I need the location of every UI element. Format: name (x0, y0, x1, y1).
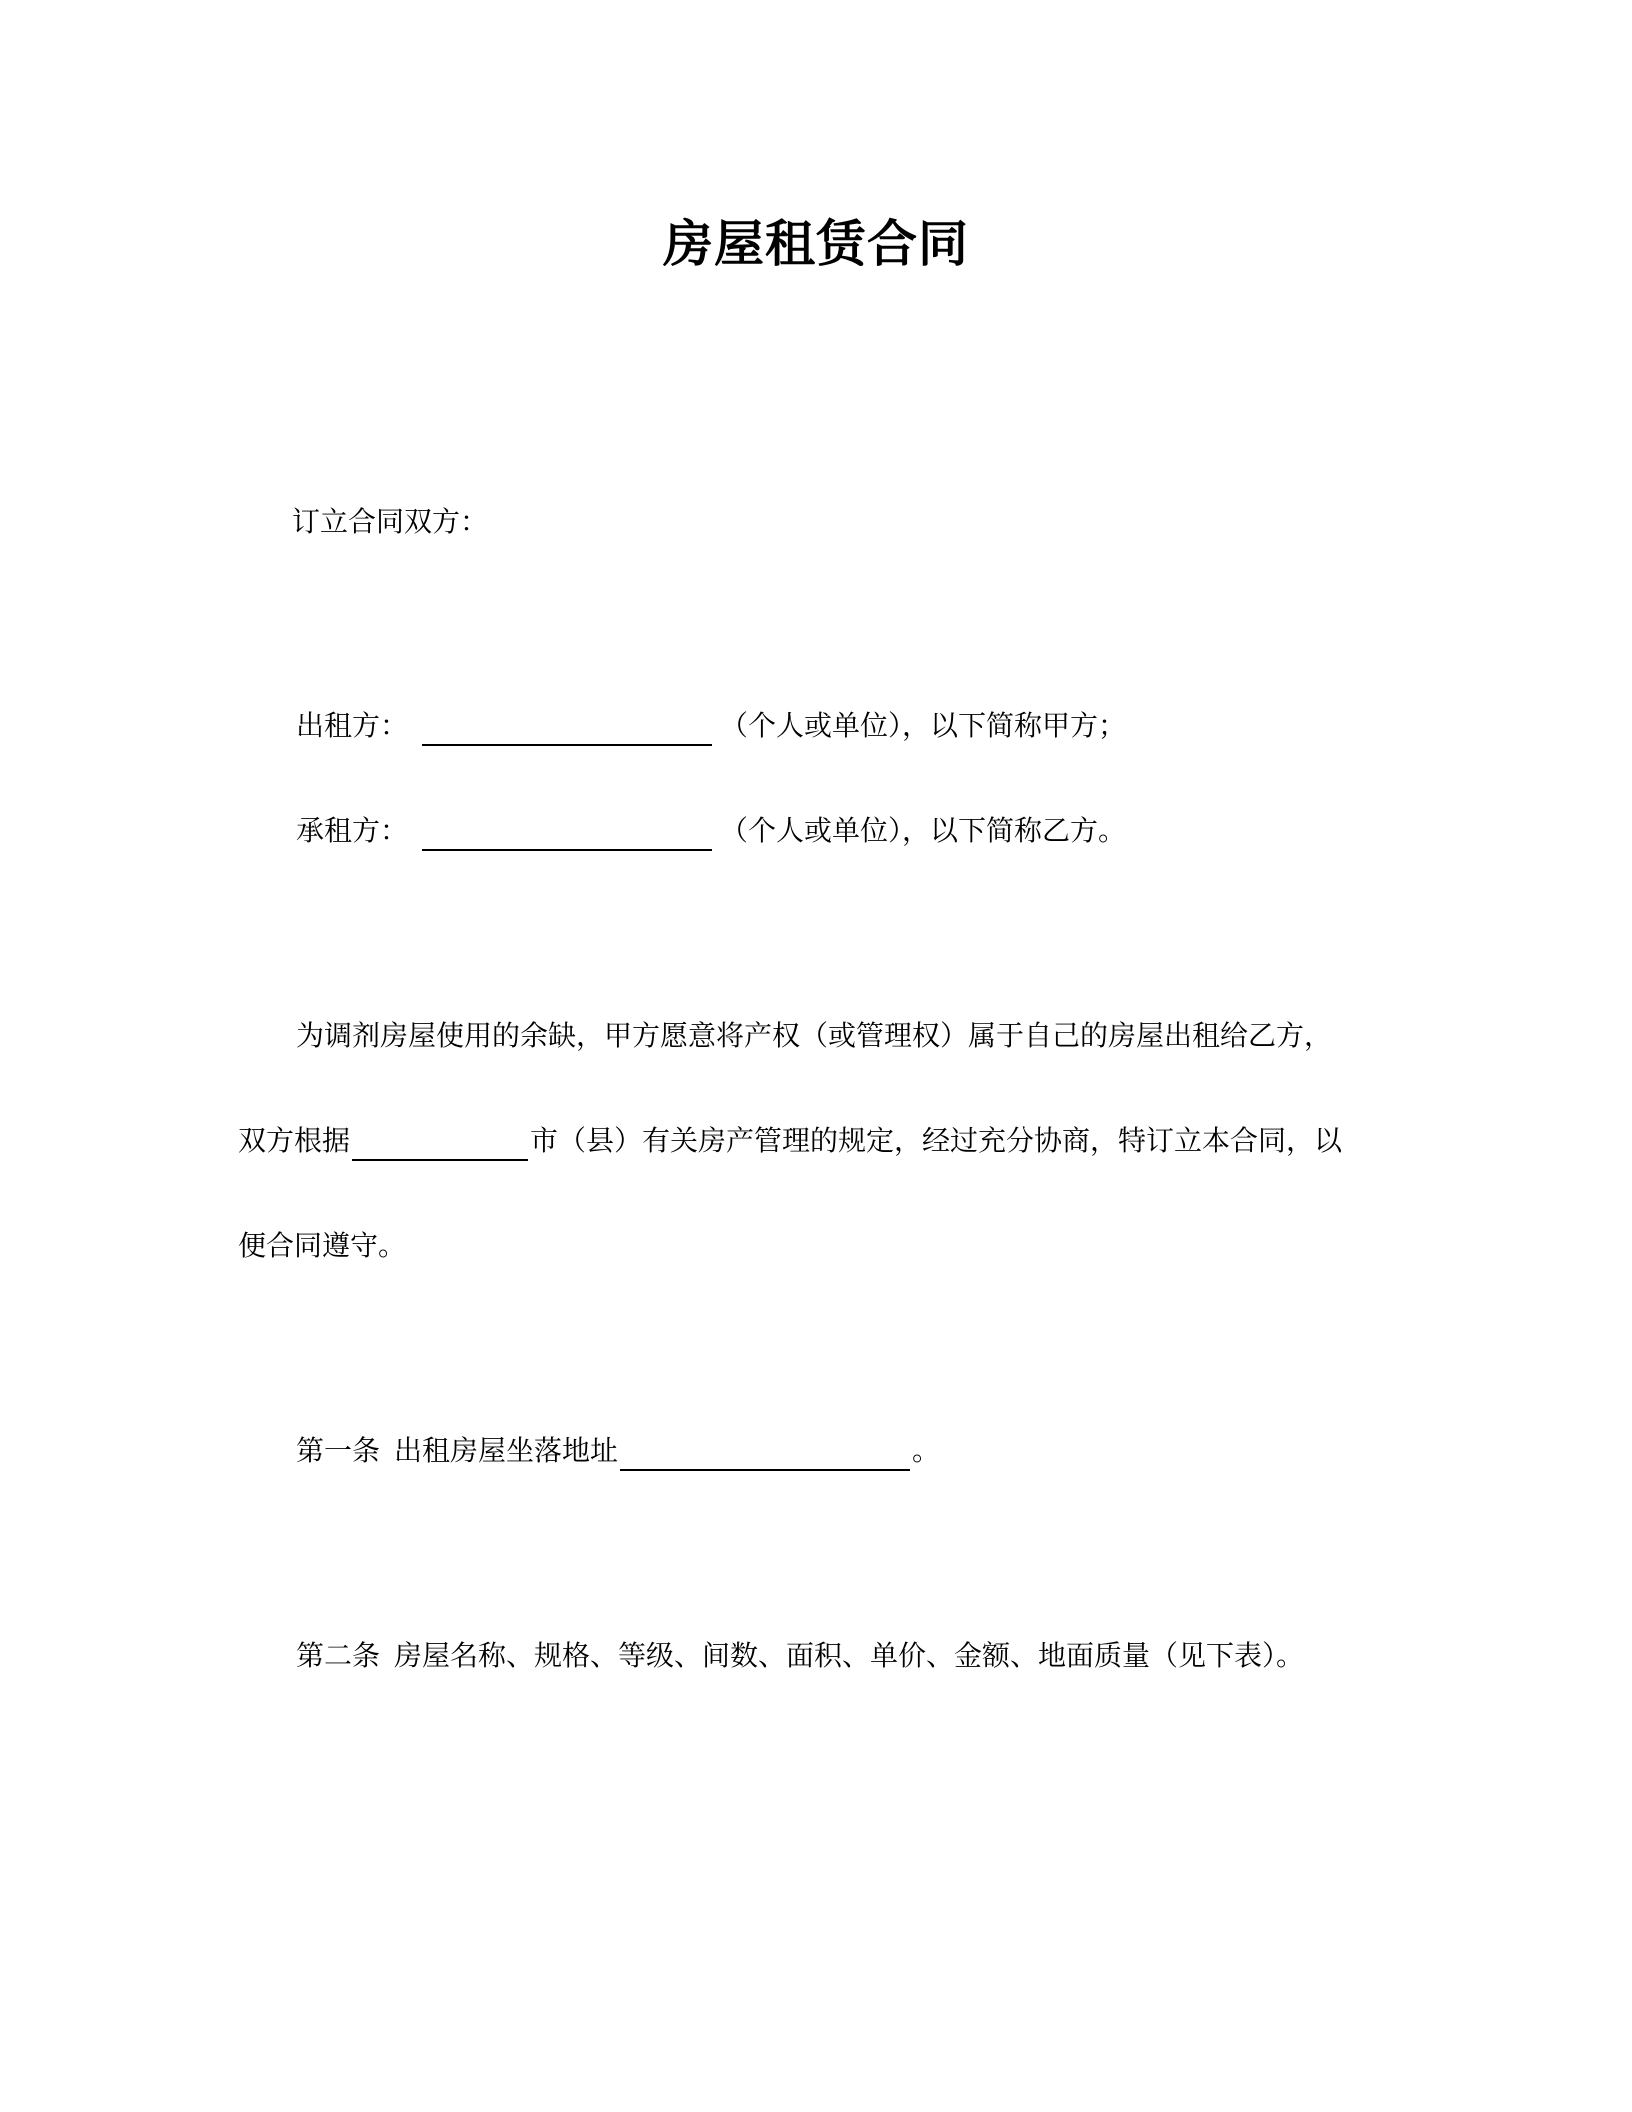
article-1-number: 第一条 (296, 1434, 381, 1467)
lessor-line (296, 706, 1126, 746)
lessor-suffix: （个人或单位），以下简称甲方； (720, 709, 1127, 742)
article-1 (296, 1431, 940, 1471)
preamble-line-2 (238, 1121, 1342, 1161)
lessee-suffix: （个人或单位），以下简称乙方。 (720, 814, 1127, 847)
address-blank (620, 1437, 910, 1471)
lessor-name-blank (422, 712, 712, 746)
document-title: 房屋租赁合同 (663, 215, 969, 273)
city-blank (352, 1127, 528, 1161)
preamble-line-1: 为调剂房屋使用的余缺，甲方愿意将产权（或管理权）属于自己的房屋出租给乙方， (296, 1019, 1333, 1052)
article-2-text: 房屋名称、规格、等级、间数、面积、单价、金额、地面质量（见下表）。 (394, 1639, 1305, 1672)
preamble-line-2-suffix: 市（县）有关房产管理的规定，经过充分协商，特订立本合同，以 (530, 1124, 1343, 1157)
article-2 (296, 1636, 1304, 1676)
parties-heading: 订立合同双方： (292, 505, 489, 538)
article-1-end: 。 (912, 1434, 941, 1467)
lessee-name-blank (422, 817, 712, 851)
lessor-label: 出租方： (296, 709, 409, 742)
article-2-number: 第二条 (296, 1639, 381, 1672)
preamble-line-3: 便合同遵守。 (238, 1229, 407, 1262)
preamble-line-2-prefix: 双方根据 (238, 1124, 351, 1157)
lessee-label: 承租方： (296, 814, 409, 847)
article-1-text: 出租房屋坐落地址 (394, 1434, 619, 1467)
lessee-line (296, 811, 1126, 851)
